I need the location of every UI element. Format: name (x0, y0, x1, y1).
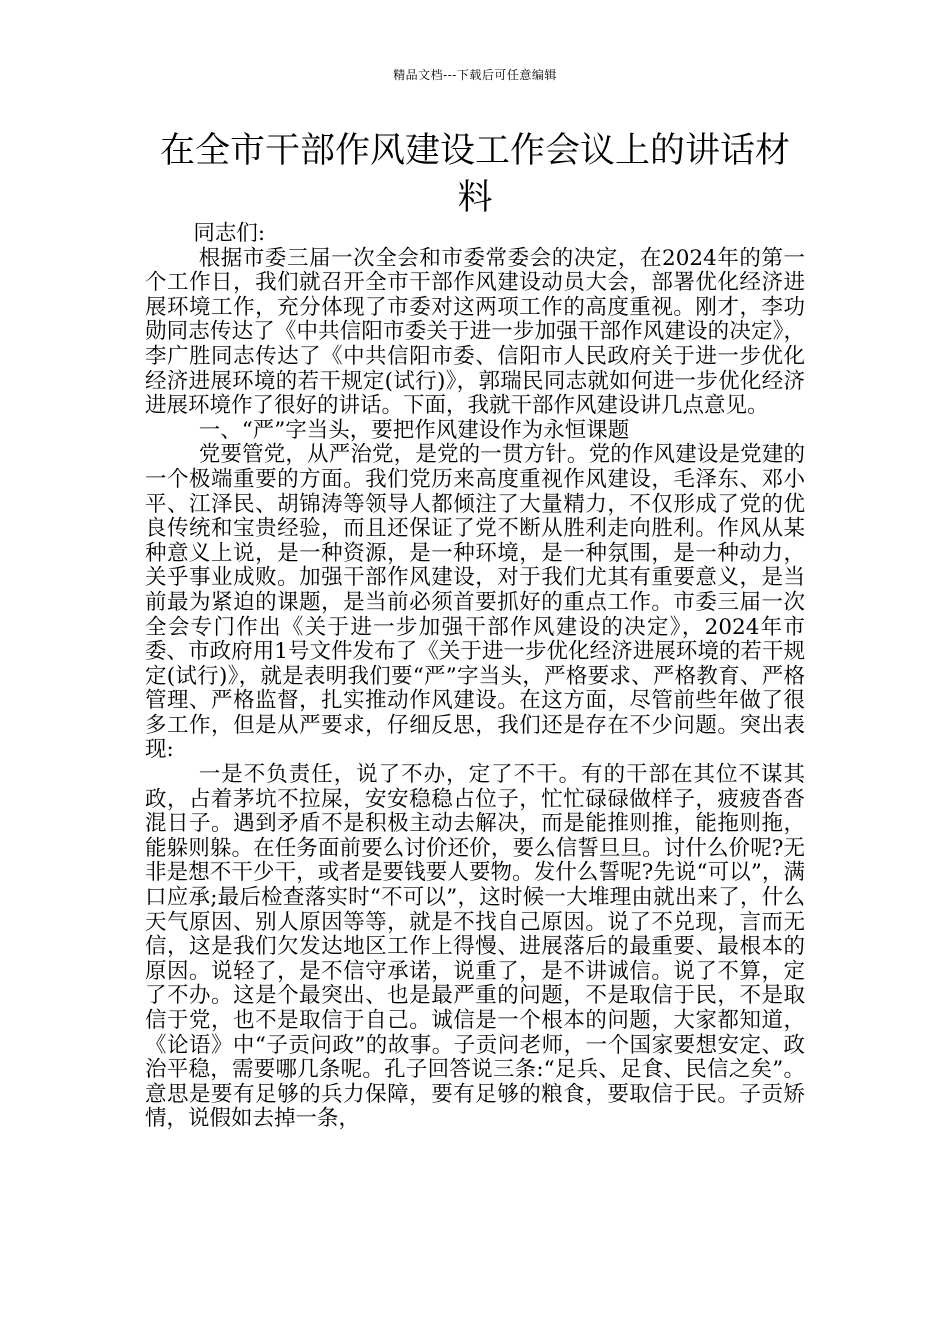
document-title: 在全市干部作风建设工作会议上的讲话材料 (159, 131, 790, 218)
salutation: 同志们: (193, 221, 266, 246)
document-body (145, 222, 805, 1132)
paragraph-party-style: 党要管党，从严治党，是党的一贯方针。党的作风建设是党建的一个极端重要的方面。我们党历来高度重视作风建设，毛泽东、邓小平、江泽民、胡锦涛等领导人都倾注了大量精力，不仅形成了党的优良传统和宝贵经验，而且还保证了党不断从胜利走向胜利。作风从某种意义上说，是一种资源，是一种环境，是一种氛围，是一种动力，关乎事业成败。加强干部作风建设，对于我们尤其有重要意义，是当前最为紧迫的课题，是当前必须首要抓好的重点工作。市委三届一次全会专门作出《关于进一步加强干部作风建设的决定》，2024年市委、市政府用1号文件发布了《关于进一步优化经济进展环境的若干规定(试行)》，就是表明我们要“严”字当头，严格要求、严格教育、严格管理、严格监督，扎实推动作风建设。在这方面，尽管前些年做了很多工作，但是从严要求，仔细反思，我们还是存在不少问题。突出表现: (145, 442, 805, 763)
section-heading-1: 一、“严”字当头，要把作风建设作为永恒课题 (198, 417, 630, 443)
paragraph-intro: 根据市委三届一次全会和市委常委会的决定，在2024年的第一个工作日，我们就召开全市干部作风建设动员大会，部署优化经济进展环境工作，充分体现了市委对这两项工作的高度重视。刚才，李功勋同志传达了《中共信阳市委关于进一步加强干部作风建设的决定》，李广胜同志传达了《中共信阳市委、信阳市人民政府关于进一步优化经济进展环境的若干规定(试行)》，郭瑞民同志就如何进一步优化经济进展环境作了很好的讲话。下面，我就干部作风建设讲几点意见。 (145, 245, 805, 419)
paragraph-problem-1: 一是不负责任，说了不办，定了不干。有的干部在其位不谋其政，占着茅坑不拉屎，安安稳稳占位子，忙忙碌碌做样子，疲疲沓沓混日子。遇到矛盾不是积极主动去解决，而是能推则推，能拖则拖，能躲则躲。在任务面前要么讨价还价，要么信誓旦旦。讨什么价呢?无非是想不干少干，或者是要钱要人要物。发什么誓呢?先说“可以”，满口应承;最后检查落实时“不可以”，这时候一大堆理由就出来了，什么天气原因、别人原因等等，就是不找自己原因。说了不兑现，言而无信，这是我们欠发达地区工作上得慢、进展落后的最重要、最根本的原因。说轻了，是不信守承诺，说重了，是不讲诚信。说了不算，定了不办。这是个最突出、也是最严重的问题，不是取信于民，不是取信于党，也不是取信于自己。诚信是一个根本的问题，大家都知道，《论语》中“子贡问政”的故事。子贡问老师，一个国家要想安定、政治平稳，需要哪几条呢。孔子回答说三条:“足兵、足食、民信之矣”。意思是要有足够的兵力保障，要有足够的粮食，要取信于民。子贡矫情，说假如去掉一条， (145, 762, 805, 1132)
header-note: 精品文档---下载后可任意编辑 (393, 68, 557, 82)
